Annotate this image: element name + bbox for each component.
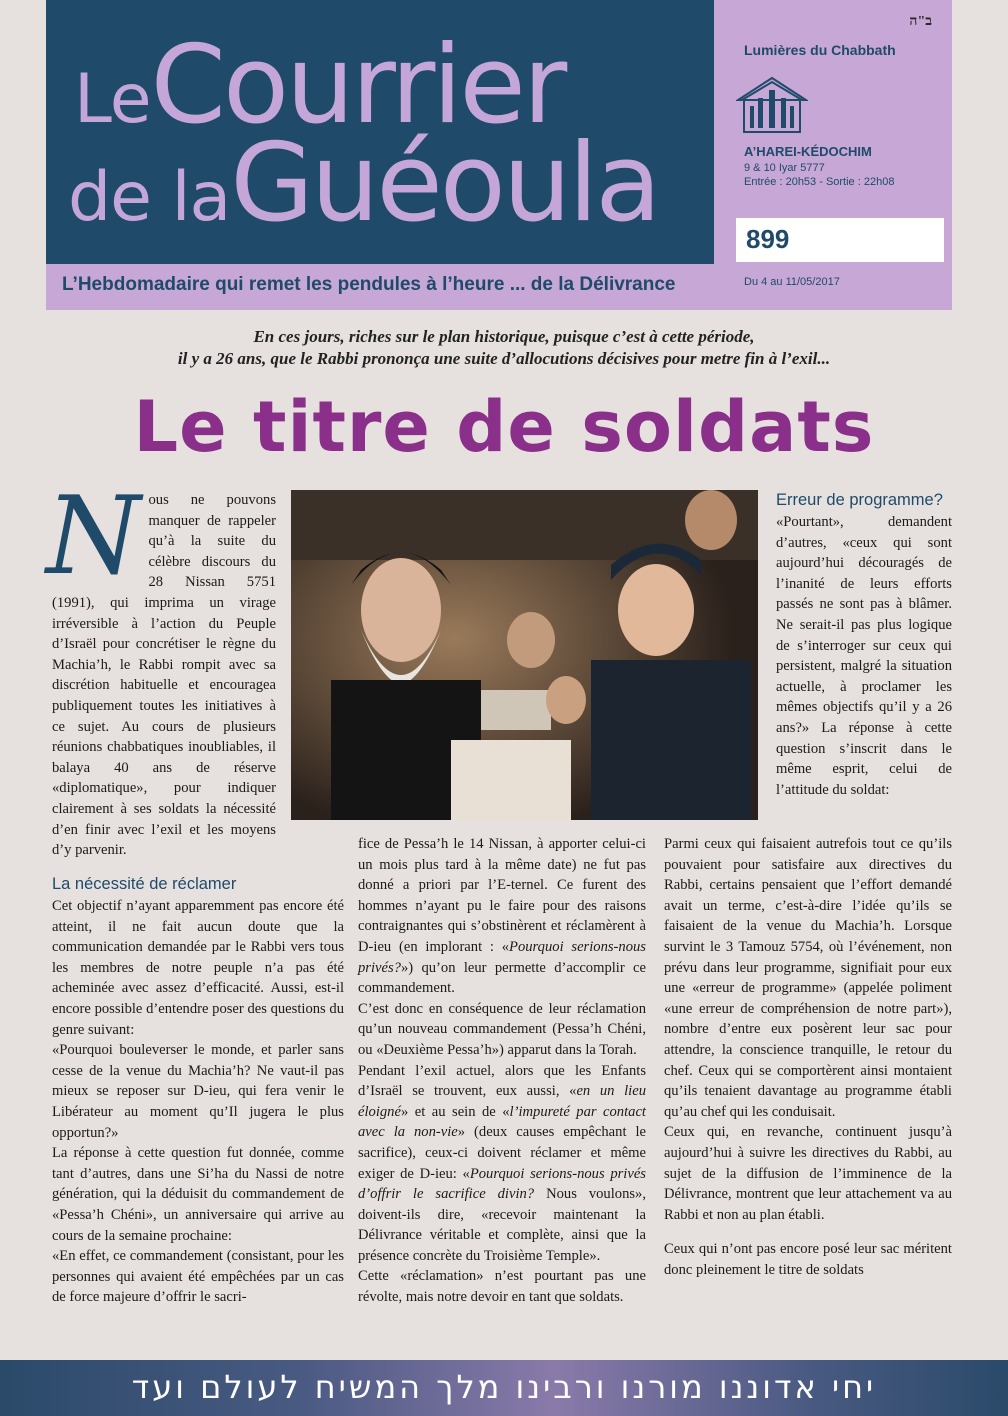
paragraph [358, 834, 646, 999]
chabbat-times: Entrée : 20h53 - Sortie : 22h08 [744, 176, 895, 188]
italic-quote: l’impureté par contact avec la non-vie [358, 1103, 646, 1141]
issue-info-panel [714, 0, 952, 310]
italic-quote: en un lieu éloigné [358, 1083, 646, 1120]
supplement-title: Lumières du Chabbath [744, 42, 896, 58]
paragraph: Ceux qui n’ont pas encore posé leur sac méritent donc pleinement le titre de soldats [664, 1241, 952, 1278]
footer-banner [0, 1360, 1008, 1416]
title-big-gueoula: Guéoula [230, 121, 659, 246]
intro-line1: En ces jours, riches sur le plan historique, puisque c’est à cette période, [253, 327, 755, 346]
intro-line2: il y a 26 ans, que le Rabbi prononça une suite d’allocutions décisives pour metre fin à l’exil... [177, 349, 831, 368]
paragraph: Cette «réclamation» n’est pourtant pas une révolte, mais notre devoir en tant que soldats. [358, 1268, 646, 1306]
text-run: » (deux causes empêchant le sacrifice), ceux-ci doivent réclamer et même exiger de D-ieu: « [358, 1124, 646, 1182]
drop-cap: N [46, 474, 141, 599]
parasha-name: A’HAREI-KÉDOCHIM [744, 144, 872, 159]
article-column-1-bottom [52, 874, 344, 1308]
intro-deck [0, 326, 1008, 370]
issue-number: 899 [746, 224, 790, 254]
article-column-2 [358, 834, 646, 1308]
photo-illustration [291, 490, 758, 820]
paragraph-text: ous ne pouvons manquer de rappeler qu’à la suite du célèbre discours du 28 Nissan 5751 (1991), qui imprima un virage irréversible à l’action du Peuple d’Israël pour concrétiser le règne du Machia’h, le Rabbi rompit avec sa discrétion habituelle et encouragea publiquement toutes les initiatives à ce sujet. Au cours de plusieurs réunions chabbatiques inoubliables, il balaya 40 ans de réserve «diplomatique», pour indiquer clairement à ses soldats la nécessité d’en finir avec l’exil et les moyens d’y parvenir. [52, 492, 276, 859]
italic-quote: Pourquoi serions-nous privés d’offrir le sacrifice divin? [358, 1165, 646, 1203]
text-run: fice de Pessa’h le 14 Nissan, à apporter celui-ci un mois plus tard à la même date) ne fut pas donné a priori par l’E-ternel. Ce furent des hommes n’ayant pu le faire pour des raisons contraignantes qui s’obstinèrent et réclamèrent à D-ieu (en implorant : « [358, 836, 646, 955]
synagogue-icon [736, 76, 808, 134]
paragraph-gap [664, 1225, 952, 1239]
newspaper-title-line2 [68, 121, 659, 246]
bh-mark: ב"ה [909, 14, 932, 29]
masthead [46, 0, 952, 310]
date-range: Du 4 au 11/05/2017 [744, 276, 840, 288]
subheading: Erreur de programme? [776, 491, 943, 509]
text-run: ») qu’on leur permette d’accomplir ce commandement. [358, 959, 646, 997]
paragraph: La réponse à cette question fut donnée, comme tant d’autres, dans une Si’ha du Nassi de notre génération, qui la déduisit du commandement de «Pessa’h Chéni», un anniversaire qui arrive au cours de la semaine prochaine: [52, 1145, 344, 1244]
paragraph [46, 474, 276, 861]
tagline-bar [46, 264, 714, 310]
footer-hebrew-text: יחי אדוננו מורנו ורבינו מלך המשיח לעולם ועד [131, 1368, 877, 1406]
text-run: » et au sein de « [400, 1103, 510, 1120]
paragraph: «En effet, ce commandement (consistant, pour les personnes qui avaient été empêchées par un cas de force majeure d’offrir le sacri- [52, 1248, 344, 1306]
paragraph: «Pourquoi bouleverser le monde, et parler sans cesse de la venue du Machia’h? Ne vaut-il pas mieux se reposer sur D-ieu, qui fera venir le Libérateur au moment qu’Il jugera le plus opportun?» [52, 1042, 344, 1141]
paragraph: Parmi ceux qui faisaient autrefois tout ce qu’ils pouvaient pour satisfaire aux directives du Rabbi, certains pensaient que l’effort demandé avait un terme, c’est-à-dire l’idée qu’ils se faisaient de la venue du Machia’h. Lorsque survint le 3 Tamouz 5754, où l’événement, non prévu dans leur programme, signifiait pour eux une «erreur de programme» (appelée poliment «une erreur de compréhension de notre part»), nombre d’entre eux posèrent leur sac pour attendre, la conscience tranquille, le retour du chef. Ceux qui se comportèrent ainsi montaient qu’ils tenaient davantage au programme établi qu’au chef qui les conduisait. [664, 836, 952, 1120]
text-run: Pendant l’exil actuel, alors que les Enfants d’Israël se trouvent, eux aussi, « [358, 1062, 646, 1100]
italic-quote: Pourquoi serions-nous privés? [358, 938, 646, 976]
paragraph: Cet objectif n’ayant apparemment pas encore été atteint, il ne fait aucun doute que la communication demandée par le Rabbi vers tous les membres de notre peuple n’a pas été acheminée avec assez d’efficacité. Aussi, est-il encore possible d’entendre poser des questions du genre suivant: [52, 898, 344, 1038]
title-small-le: Le [74, 60, 151, 139]
hebrew-date: 9 & 10 Iyar 5777 [744, 162, 825, 174]
article-photo [291, 490, 758, 820]
paragraph: «Pourtant», demandent d’autres, «ceux qui sont aujourd’hui découragés de l’inanité de leurs efforts passés ne sont pas à blâmer. Ne serait-il pas plus logique de s’interroger sur ceux qui persistent, malgré la situation actuelle, à proclamer les mêmes objectifs qu’il y a 26 ans?» La réponse à cette question s’inscrit dans le même esprit, celui de l’attitude du soldat: [776, 514, 952, 798]
article-column-3-top [776, 490, 952, 800]
tagline: L’Hebdomadaire qui remet les pendules à l’heure ... de la Délivrance [62, 274, 676, 295]
text-run: Nous voulons», doivent-ils dire, «recevoir maintenant la Délivrance véritable et complète, ainsi que la présence concrète du Troisième Temple». [358, 1186, 646, 1264]
subheading: La nécessité de réclamer [52, 875, 237, 893]
article-column-3-bottom [664, 834, 952, 1280]
paragraph [358, 1061, 646, 1267]
paragraph: Ceux qui, en revanche, continuent jusqu’à aujourd’hui à suivre les directives du Rabbi, au sujet de la diffusion de l’imminence de la Délivrance, montrent que leur attachement va au Rabbi et non au plan établi. [664, 1124, 952, 1223]
title-big-courrier: Courrier [150, 23, 565, 148]
masthead-title-block [46, 0, 714, 264]
title-small-dela: de la [68, 158, 231, 237]
issue-number-box [736, 218, 944, 262]
headline: Le titre de soldats [133, 386, 875, 468]
article-column-1-top [46, 474, 276, 861]
paragraph: C’est donc en conséquence de leur réclamation qu’un nouveau commandement (Pessa’h Chéni, ou «Deuxième Pessa’h») apparut dans la Torah. [358, 1000, 646, 1058]
